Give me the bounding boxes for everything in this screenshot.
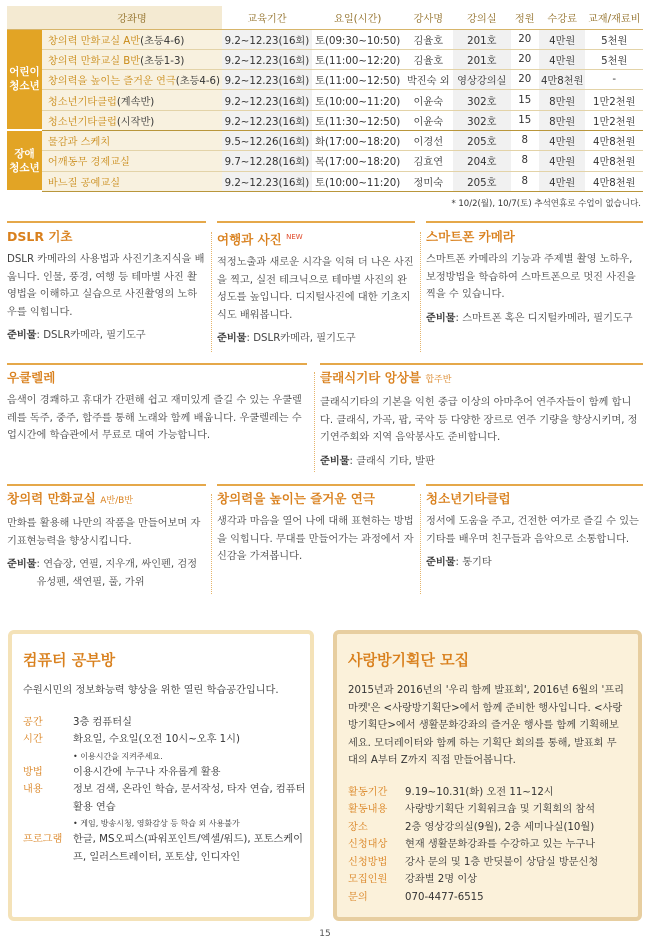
materials-label: 준비물 — [7, 330, 37, 341]
info-key: 문의 — [348, 891, 368, 903]
course-schedule-table — [7, 6, 643, 192]
course-materials — [320, 453, 643, 471]
cell-course-name — [42, 171, 222, 191]
info-row — [23, 781, 310, 831]
info-row — [348, 819, 638, 837]
info-key: 모집인원 — [348, 874, 388, 885]
course-name: 어깨동무 경제교실 — [47, 157, 130, 169]
cell-period: 9.2~12.23(16회) — [222, 110, 312, 130]
course-desc: 생각과 마음을 열어 나에 대해 표현하는 방법을 익힙니다. 무대를 만들어가는 과정에서 자신감을 가져봅니다. — [217, 516, 414, 562]
cell-course-name — [42, 70, 222, 90]
course-title-text: 클래식기타 앙상블 — [320, 370, 421, 385]
table-row — [7, 110, 643, 130]
info-key: 신청대상 — [348, 839, 388, 850]
materials-value: : 스마트폰 혹은 디지털카메라, 필기도구 — [455, 312, 633, 324]
info-value — [73, 764, 221, 782]
info-key: 활동기간 — [348, 786, 388, 798]
cell-room: 302호 — [453, 110, 510, 130]
cell-teacher: 김율호 — [403, 49, 453, 69]
cell-teacher: 정미숙 — [403, 171, 453, 191]
cell-material: 4만8천원 — [585, 151, 643, 171]
cell-fee: 4만원 — [539, 130, 586, 150]
cell-room: 205호 — [453, 130, 510, 150]
info-value — [405, 836, 595, 854]
cell-material: 5천원 — [585, 49, 643, 69]
info-row — [23, 731, 310, 764]
planning-group-panel — [333, 630, 642, 921]
cell-course-name — [42, 29, 222, 49]
cell-teacher: 이윤숙 — [403, 110, 453, 130]
cell-time: 토(10:00~11:20) — [312, 90, 404, 110]
info-value — [405, 819, 594, 837]
cell-teacher: 박진숙 외 — [403, 70, 453, 90]
cell-cap: 20 — [511, 70, 539, 90]
header-room: 강의실 — [453, 6, 510, 29]
cell-room: 205호 — [453, 171, 510, 191]
course-desc: 클래식기타의 기본을 익힌 중급 이상의 아마추어 연주자들이 함께 합니다. 클래식, 가곡, 팝, 국악 등 다양한 장르로 연주 기량을 향상시키며, 정기연주회와 지역 음악봉사도 준비합니다. — [320, 397, 638, 443]
cell-cap: 8 — [511, 151, 539, 171]
course-title: 스마트폰 카메라 — [426, 229, 515, 244]
course-block-smartphone — [426, 228, 641, 327]
info-key: 활동내용 — [348, 804, 388, 815]
info-value — [405, 871, 477, 889]
cell-fee: 4만원 — [539, 29, 586, 49]
course-name: 청소년기타클럽 — [47, 96, 117, 108]
cell-time: 토(11:00~12:50) — [312, 70, 404, 90]
panel-title: 컴퓨터 공부방 — [23, 651, 116, 669]
table-row — [7, 29, 643, 49]
cell-teacher: 김효연 — [403, 151, 453, 171]
cell-fee: 4만원 — [539, 49, 586, 69]
header-group — [7, 6, 42, 29]
course-name: 창의력을 높이는 즐거운 연극 — [47, 76, 176, 88]
cell-cap: 15 — [511, 110, 539, 130]
course-name: 물감과 스케치 — [47, 137, 111, 149]
cell-room: 영상강의실 — [453, 70, 510, 90]
cell-material: 1만2천원 — [585, 90, 643, 110]
course-materials — [426, 310, 641, 328]
info-value-text: 현재 생활문화강좌를 수강하고 있는 누구나 — [405, 839, 596, 850]
info-key: 신청방법 — [348, 856, 388, 868]
info-row — [348, 784, 638, 802]
section-rule — [217, 484, 415, 486]
panel-desc: 수원시민의 정보화능력 향상을 위한 열린 학습공간입니다. — [23, 685, 279, 696]
info-row — [348, 854, 638, 872]
info-value-text: 070-4477-6515 — [405, 891, 484, 903]
info-value — [405, 889, 484, 907]
column-divider — [420, 494, 421, 594]
section-rule — [217, 221, 415, 223]
course-title: 우쿨렐레 — [7, 370, 56, 385]
section-rule — [426, 221, 643, 223]
materials-label: 준비물 — [7, 559, 37, 570]
course-title-text: 여행과 사진 — [217, 232, 282, 248]
info-value-text: 사랑방기획단 기획워크숍 및 기획회의 참석 — [405, 804, 596, 815]
table-row — [7, 49, 643, 69]
course-block-classic-guitar — [320, 369, 643, 470]
info-value-text: 이용시간에 누구나 자유롭게 활용 — [73, 766, 221, 778]
info-value — [73, 781, 310, 831]
group-label-line: 청소년 — [9, 80, 40, 93]
group-label-line: 청소년 — [9, 161, 40, 174]
cell-room: 204호 — [453, 151, 510, 171]
header-time: 요일(시간) — [312, 6, 404, 29]
info-value-text: 정보 검색, 온라인 학습, 문서작성, 타자 연습, 컴퓨터 활용 연습 — [73, 784, 306, 813]
table-row — [7, 151, 643, 171]
materials-value: : 통기타 — [455, 557, 492, 568]
cell-room: 302호 — [453, 90, 510, 110]
cell-fee: 8만원 — [539, 110, 586, 130]
info-value-text: 3층 컴퓨터실 — [73, 716, 132, 728]
course-block-travel — [217, 228, 415, 348]
cell-time: 목(17:00~18:20) — [312, 151, 404, 171]
info-value — [73, 714, 132, 732]
cell-period: 9.2~12.23(16회) — [222, 49, 312, 69]
section-rule — [7, 484, 206, 486]
panel-desc: 2015년과 2016년의 '우리 함께 발표회', 2016년 6월의 '프리마켓'은 <사랑방기획단>에서 함께 준비한 행사입니다. <사랑방기획단>에서 생활문화강좌의 즐거운 행사를 함께 기획해보세요. 모더레이터와 함께 하는 기획단 회의를 통해, 발표회 무대의 A부터 Z까지 직접 만들어봅니다. — [348, 685, 625, 766]
group-label-line: 장애 — [14, 147, 35, 160]
info-row — [348, 801, 638, 819]
course-desc: 적정노출과 새로운 시각을 익혀 더 나은 사진을 찍고, 실전 테크닉으로 테마별 사진의 완성도를 높입니다. 디지털사진에 대한 기초지식도 배워봅니다. — [217, 257, 414, 321]
table-row — [7, 130, 643, 150]
course-block-ukulele — [7, 369, 307, 445]
cell-room: 201호 — [453, 29, 510, 49]
header-material: 교재/재료비 — [585, 6, 643, 29]
course-title: 창의력을 높이는 즐거운 연극 — [217, 491, 375, 506]
course-title-text: 창의력 만화교실 — [7, 491, 96, 506]
course-title — [7, 490, 205, 510]
course-name: 창의력 만화교실 A반 — [47, 35, 141, 47]
materials-label: 준비물 — [217, 333, 247, 345]
info-key: 공간 — [23, 716, 43, 728]
course-title — [217, 228, 415, 249]
course-title — [320, 369, 643, 389]
course-desc: 정서에 도움을 주고, 건전한 여가로 즐길 수 있는 기타를 배우며 친구들과 음악으로 소통합니다. — [426, 516, 639, 545]
info-value-text: 9.19~10.31(화) 오전 11~12시 — [405, 786, 554, 798]
materials-label: 준비물 — [320, 455, 350, 467]
table-row — [7, 90, 643, 110]
cell-course-name — [42, 90, 222, 110]
course-name: 청소년기타클럽 — [47, 116, 117, 128]
course-desc: 음색이 경쾌하고 휴대가 간편해 쉽고 재미있게 즐길 수 있는 우쿨렐레를 독주, 중주, 합주를 통해 노래와 함께 배웁니다. 우쿨렐레는 수업시간에 학습관에서 무료로 대여 가능합니다. — [7, 395, 302, 441]
cell-course-name — [42, 151, 222, 171]
table-note: * 10/2(월), 10/7(토) 추석연휴로 수업이 없습니다. — [451, 199, 641, 209]
new-badge: NEW — [286, 233, 303, 241]
info-value — [73, 731, 240, 764]
group-label-line: 어린이 — [9, 66, 40, 79]
course-desc: 만화를 활용해 나만의 작품을 만들어보며 자기표현능력을 향상시킵니다. — [7, 518, 201, 547]
info-value — [405, 801, 595, 819]
panel-title: 사랑방기획단 모집 — [348, 651, 470, 669]
group-label — [7, 29, 42, 130]
course-name: 창의력 만화교실 B반 — [47, 55, 141, 67]
column-divider — [211, 232, 212, 352]
table-header-row — [7, 6, 643, 29]
info-value — [405, 854, 598, 872]
info-row — [348, 871, 638, 889]
course-subtitle: 합주반 — [425, 375, 452, 385]
cell-teacher: 이경선 — [403, 130, 453, 150]
course-desc: 스마트폰 카메라의 기능과 주제별 촬영 노하우, 보정방법을 학습하여 스마트폰으로 멋진 사진을 찍을 수 있습니다. — [426, 254, 636, 300]
cell-course-name — [42, 130, 222, 150]
info-note: • 이용시간을 지켜주세요. — [73, 751, 163, 761]
materials-label: 준비물 — [426, 557, 456, 568]
materials-value: : 클래식 기타, 발판 — [349, 455, 435, 467]
info-row — [348, 836, 638, 854]
cell-fee: 4만8천원 — [539, 70, 586, 90]
info-note: • 게임, 방송시청, 영화감상 등 학습 외 사용불가 — [73, 819, 240, 828]
info-key: 시간 — [23, 734, 43, 745]
header-fee: 수강료 — [539, 6, 586, 29]
course-level: (초등4-6) — [140, 35, 185, 47]
materials-value: : 연습장, 연필, 지우개, 싸인펜, 검정 유성펜, 색연필, 풀, 가위 — [36, 559, 198, 588]
page-number: 15 — [319, 929, 331, 939]
cell-period: 9.2~12.23(16회) — [222, 171, 312, 191]
course-level: (초등4-6) — [175, 76, 221, 88]
cell-cap: 8 — [511, 130, 539, 150]
info-key: 내용 — [23, 784, 43, 795]
cell-material: 1만2천원 — [585, 110, 643, 130]
cell-course-name — [42, 110, 222, 130]
group-label — [7, 130, 42, 191]
table-row — [7, 70, 643, 90]
cell-material: 4만8천원 — [585, 130, 643, 150]
info-key: 장소 — [348, 821, 368, 833]
cell-period: 9.2~12.23(16회) — [222, 29, 312, 49]
cell-teacher: 김율호 — [403, 29, 453, 49]
materials-label: 준비물 — [426, 312, 456, 324]
section-rule — [7, 221, 206, 223]
cell-time: 토(11:30~12:50) — [312, 110, 404, 130]
course-name: 바느질 공예교실 — [47, 177, 121, 189]
header-course-name: 강좌명 — [42, 6, 222, 29]
column-divider — [420, 232, 421, 352]
course-block-dslr — [7, 228, 205, 345]
cell-time: 토(10:00~11:20) — [312, 171, 404, 191]
cell-course-name — [42, 49, 222, 69]
cell-material: 4만8천원 — [585, 171, 643, 191]
materials-value: : DSLR카메라, 필기도구 — [246, 333, 356, 345]
header-capacity: 정원 — [511, 6, 539, 29]
info-key: 프로그램 — [23, 834, 63, 845]
course-materials — [7, 556, 205, 591]
header-teacher: 강사명 — [403, 6, 453, 29]
info-value — [405, 784, 554, 802]
course-materials — [426, 554, 641, 572]
course-block-theater — [217, 490, 415, 566]
computer-room-panel — [8, 630, 314, 921]
course-title: DSLR 기초 — [7, 229, 73, 244]
column-divider — [314, 372, 315, 472]
info-value-text: 2층 영상강의실(9월), 2층 세미나실(10월) — [405, 821, 595, 833]
cell-cap: 8 — [511, 171, 539, 191]
cell-teacher: 이윤숙 — [403, 90, 453, 110]
course-desc: DSLR 카메라의 사용법과 사진기초지식을 배웁니다. 인물, 풍경, 여행 등 테마별 사진 촬영법을 이해하고 실습으로 사진촬영의 노하우를 익힙니다. — [7, 254, 205, 318]
course-subtitle: A반/B반 — [100, 496, 134, 506]
course-materials — [7, 327, 205, 345]
cell-time: 토(09:30~10:50) — [312, 29, 404, 49]
cell-time: 화(17:00~18:20) — [312, 130, 404, 150]
info-value — [73, 831, 310, 866]
info-row — [23, 714, 310, 732]
info-row — [348, 889, 638, 907]
cell-period: 9.2~12.23(16회) — [222, 90, 312, 110]
materials-value: : DSLR카메라, 필기도구 — [36, 330, 146, 341]
section-rule — [426, 484, 643, 486]
info-list — [348, 784, 638, 907]
cell-room: 201호 — [453, 49, 510, 69]
course-level: (시작반) — [116, 116, 155, 128]
info-value-text: 한글, MS오피스(파워포인트/엑셀/워드), 포토스케이프, 일러스트레이터, 포토샵, 인디자인 — [73, 834, 304, 863]
table-row — [7, 171, 643, 191]
course-level: (초등1-3) — [140, 55, 185, 67]
cell-cap: 15 — [511, 90, 539, 110]
course-block-youth-guitar — [426, 490, 641, 572]
course-block-cartoon — [7, 490, 205, 591]
column-divider — [211, 494, 212, 594]
cell-material: - — [585, 70, 643, 90]
info-value-text: 강사 문의 및 1층 반딧불이 상담실 방문신청 — [405, 856, 599, 868]
info-value-text: 강좌별 2명 이상 — [405, 874, 478, 885]
section-rule — [320, 363, 643, 365]
info-list — [23, 714, 310, 867]
section-rule — [7, 363, 307, 365]
cell-fee: 4만원 — [539, 151, 586, 171]
info-row — [23, 764, 310, 782]
cell-cap: 20 — [511, 29, 539, 49]
cell-period: 9.5~12.26(16회) — [222, 130, 312, 150]
course-materials — [217, 330, 415, 348]
cell-time: 토(11:00~12:20) — [312, 49, 404, 69]
course-level: (계속반) — [116, 96, 155, 108]
cell-cap: 20 — [511, 49, 539, 69]
cell-material: 5천원 — [585, 29, 643, 49]
cell-period: 9.7~12.28(16회) — [222, 151, 312, 171]
info-row — [23, 831, 310, 866]
course-title: 청소년기타클럽 — [426, 491, 511, 506]
header-period: 교육기간 — [222, 6, 312, 29]
cell-period: 9.2~12.23(16회) — [222, 70, 312, 90]
cell-fee: 4만원 — [539, 171, 586, 191]
info-key: 방법 — [23, 766, 43, 778]
cell-fee: 8만원 — [539, 90, 586, 110]
info-value-text: 화요일, 수요일(오전 10시~오후 1시) — [73, 734, 240, 745]
